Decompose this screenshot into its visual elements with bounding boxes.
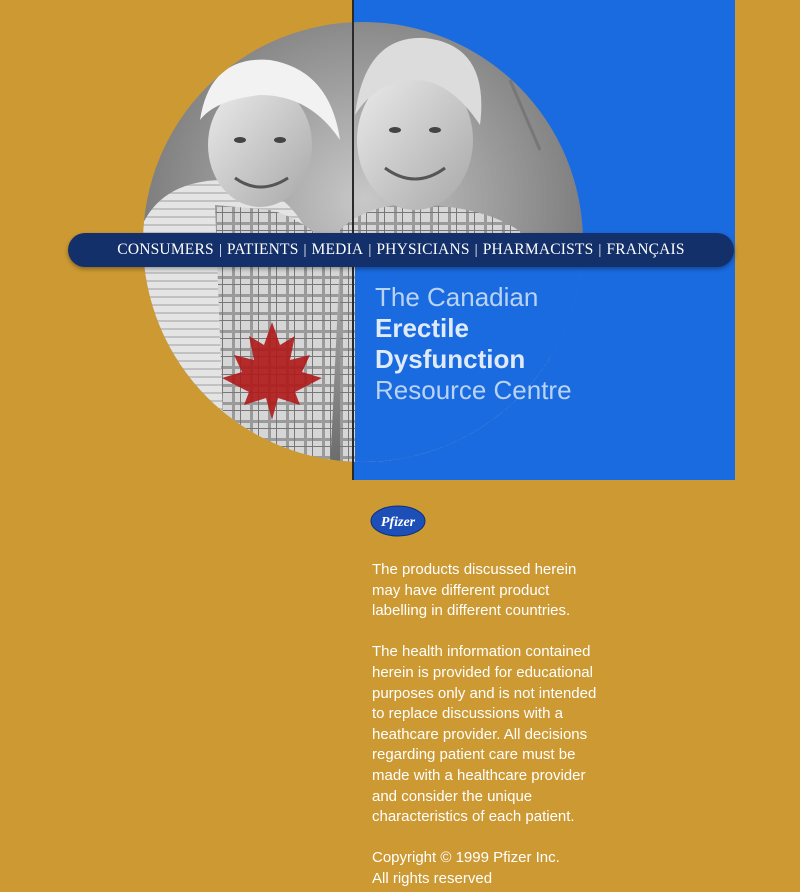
- site-title: [375, 282, 572, 406]
- text-line: to replace discussions with a: [372, 705, 563, 723]
- nav-separator: |: [218, 241, 222, 258]
- text-line: and consider the unique: [372, 787, 533, 805]
- nav-separator: |: [598, 241, 602, 258]
- disclaimer-content: [372, 560, 642, 890]
- text-line: labelling in different countries.: [372, 602, 571, 620]
- text-line: heathcare provider. All decisions: [372, 725, 588, 743]
- nav-separator: |: [303, 241, 307, 258]
- pfizer-logo[interactable]: [370, 505, 426, 537]
- health-disclaimer: [372, 642, 642, 827]
- title-line-1: The Canadian: [375, 282, 539, 312]
- nav-separator: |: [474, 241, 478, 258]
- nav-physicians[interactable]: PHYSICIANS: [376, 241, 470, 258]
- rights-line: All rights reserved: [372, 869, 493, 887]
- nav-consumers[interactable]: CONSUMERS: [117, 241, 214, 258]
- text-line: regarding patient care must be: [372, 746, 576, 764]
- nav-patients[interactable]: PATIENTS: [226, 241, 299, 258]
- nav-separator: |: [368, 241, 372, 258]
- title-line-2: Erectile: [375, 313, 469, 343]
- nav-francais[interactable]: FRANÇAIS: [606, 241, 685, 258]
- nav-pharmacists[interactable]: PHARMACISTS: [482, 241, 594, 258]
- labelling-notice: [372, 560, 642, 622]
- text-line: characteristics of each patient.: [372, 808, 575, 826]
- top-navigation: [68, 233, 734, 267]
- text-line: herein is provided for educational: [372, 663, 593, 681]
- text-line: The health information contained: [372, 643, 591, 661]
- nav-media[interactable]: MEDIA: [311, 241, 364, 258]
- copyright-notice: [372, 848, 642, 889]
- title-line-4: Resource Centre: [375, 375, 572, 405]
- pfizer-logo-text: Pfizer: [380, 515, 416, 530]
- copyright-line: Copyright © 1999 Pfizer Inc.: [372, 849, 560, 867]
- text-line: made with a healthcare provider: [372, 766, 586, 784]
- text-line: The products discussed herein: [372, 561, 577, 578]
- title-line-3: Dysfunction: [375, 344, 526, 374]
- text-line: may have different product: [372, 581, 550, 599]
- text-line: purposes only and is not intended: [372, 684, 597, 702]
